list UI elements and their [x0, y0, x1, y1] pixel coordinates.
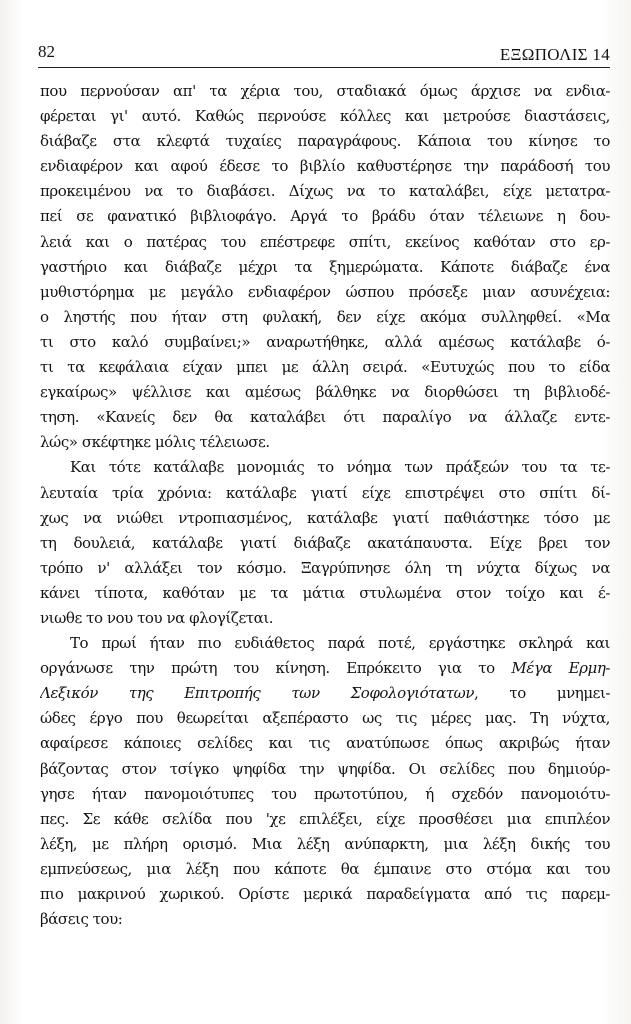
text-line: τρόπο ν' αλλάξει τον κόσμο. Ξαγρύπνησε όλη τη νύχτα δίχως να: [40, 558, 610, 577]
header-rule: [38, 67, 610, 68]
body-text: [40, 79, 610, 932]
text-line: πιο μακρινού χωρικού. Ορίστε μερικά παραδείγματα από τις παρεμ-: [40, 885, 610, 903]
paragraph-1: [40, 79, 610, 455]
paragraph-3: [40, 631, 610, 932]
italic-title-segment: Λεξικόν της Επιτροπής των Σοφολογιότατων: [40, 684, 475, 703]
text-segment: , το μνημει-: [474, 684, 610, 703]
text-line: χως να νιώθει ντροπιασμένος, κατάλαβε γιατί παθιάστηκε τόσο με: [40, 508, 610, 527]
text-line: που περνούσαν απ' τα χέρια του, σταδιακά όμως άρχισε να ενδια-: [40, 82, 610, 100]
text-line: [40, 681, 610, 706]
text-line: μυθιστόρημα με μεγάλο ενδιαφέρον ώσπου πρόσεξε μιαν ασυνέχεια:: [40, 282, 610, 301]
text-line: τη δουλειά, κατάλαβε γιατί διάβαζε ακατάπαυστα. Είχε βρει τον: [40, 533, 610, 552]
text-line: τι στο καλό συμβαίνει;» αναρωτήθηκε, αλλά αμέσως κατάλαβε ό-: [40, 332, 610, 351]
text-line: τηση. «Κανείς δεν θα καταλάβει ότι παραλίγο να άλλαζε εντε-: [40, 408, 610, 427]
text-line: διάβαζε στα κλεφτά τυχαίες παραγράφους. Κάποια του κίνησε το: [40, 132, 610, 151]
text-line: αφαίρεσε κάποιες σελίδες και τις ανατύπωσε όπως ακριβώς ήταν: [40, 734, 610, 753]
page-number: 82: [38, 42, 55, 61]
text-line: λέξη, με πλήρη ορισμό. Μια λέξη ανύπαρκτη, μια λέξη δικής του: [40, 834, 610, 853]
text-line: γαστήριο και διάβαζε μέχρι τα ξημερώματα. Κάποτε διάβαζε ένα: [40, 257, 610, 276]
text-line: τι τα κεφάλαια είχαν μπει με άλλη σειρά. «Ευτυχώς που το είδα: [40, 358, 610, 377]
text-line: λευταία τρία χρόνια: κατάλαβε γιατί είχε επιστρέψει στο σπίτι δί-: [40, 483, 610, 502]
text-line: ώδες έργο που θεωρείται αξεπέραστο ως τις μέρες μας. Τη νύχτα,: [40, 709, 610, 728]
text-line: προκειμένου να το διαβάσει. Δίχως να το καταλάβει, είχε μετατρα-: [40, 182, 610, 201]
text-line: βάζοντας στον τσίγκο ψηφίδα την ψηφίδα. Οι σελίδες που δημιούρ-: [40, 759, 610, 778]
text-line: κάνει τίποτα, καθόταν με τα μάτια στυλωμένα στον τοίχο και έ-: [40, 583, 610, 602]
text-line: εμπνεύσεως, μια λέξη που κάποτε θα έμπαινε στο στόμα και του: [40, 859, 610, 878]
text-segment: οργάνωσε την πρώτη του κίνηση. Επρόκειτο για το: [40, 659, 512, 678]
text-line: Και τότε κατάλαβε μονομιάς το νόημα των πράξεών του τα τε-: [70, 458, 610, 477]
text-line: εγκαίρως» ψέλλισε και αμέσως βάλθηκε να διορθώσει τη βιβλιοδέ-: [40, 383, 610, 402]
text-line: βάσεις του:: [40, 910, 123, 929]
text-line: ενδιαφέρον και αφού έδεσε το βιβλίο καθυστέρησε την παράδοσή του: [40, 157, 610, 176]
text-line: νιωθε το νου του να φλογίζεται.: [40, 608, 274, 627]
text-line: ο ληστής που ήταν στη φυλακή, δεν είχε ακόμα συλληφθεί. «Μα: [40, 307, 610, 326]
running-title: ΕΞΩΠΟΛΙΣ 14: [499, 45, 610, 64]
page-header: [38, 41, 610, 65]
text-line: φέρεται γι' αυτό. Καθώς περνούσε κόλλες και μετρούσε διαστάσεις,: [40, 107, 610, 126]
text-line: λώς» σκέφτηκε μόλις τέλειωσε.: [40, 433, 270, 452]
text-line: λειά και ο πατέρας του επέστρεφε σπίτι, εκείνος καθόταν στο ερ-: [40, 232, 610, 251]
text-line: πες. Σε κάθε σελίδα που 'χε επιλέξει, είχε προσθέσει μια επιπλέον: [40, 809, 610, 828]
paragraph-2: [40, 455, 610, 631]
text-line: Το πρωί ήταν πιο ευδιάθετος παρά ποτέ, εργάστηκε σκληρά και: [70, 634, 610, 653]
italic-title-segment: Μέγα Ερμη-: [511, 659, 610, 678]
text-line: πεί σε φανατικό βιβλιοφάγο. Αργά το βράδυ όταν τέλειωνε η δου-: [40, 207, 610, 226]
text-line: γησε ήταν πανομοιότυπες του πρωτοτύπου, ή σχεδόν πανομοιότυ-: [40, 784, 610, 803]
text-line: [40, 656, 610, 681]
